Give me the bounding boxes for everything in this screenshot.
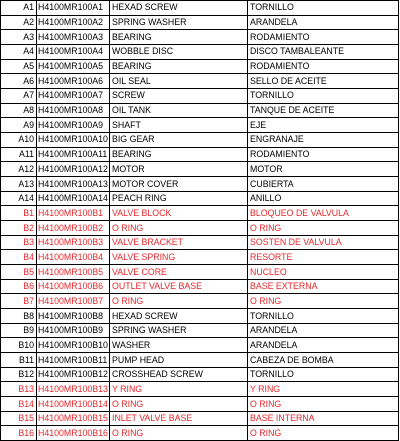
part-index-cell[interactable]: A1 [1,1,37,16]
table-row [1,103,399,118]
part-code-cell[interactable]: H4100MR100A9 [37,118,110,133]
table-row [1,118,399,133]
part-name-english-cell[interactable]: SPRING WASHER [110,15,248,30]
part-code-cell[interactable]: H4100MR100B6 [37,279,110,294]
part-name-english-cell[interactable]: WASHER [110,338,248,353]
parts-table-body [1,1,399,441]
part-index-cell[interactable]: A13 [1,177,37,192]
part-code-cell[interactable]: H4100MR100A8 [37,103,110,118]
table-row [1,397,399,412]
part-index-cell[interactable]: B12 [1,367,37,382]
part-name-spanish-cell[interactable]: EJE [248,118,399,133]
part-name-spanish-cell[interactable]: RODAMIENTO [248,59,399,74]
part-index-cell[interactable]: A11 [1,147,37,162]
part-index-cell[interactable]: B11 [1,353,37,368]
part-name-english-cell[interactable]: WOBBLE DISC [110,45,248,60]
table-row [1,162,399,177]
part-name-english-cell[interactable]: BEARING [110,59,248,74]
part-name-english-cell[interactable]: OUTLET VALVE BASE [110,279,248,294]
table-row [1,426,399,441]
part-name-spanish-cell[interactable]: CABEZA DE BOMBA [248,353,399,368]
part-name-english-cell[interactable]: O RING [110,221,248,236]
part-code-cell[interactable]: H4100MR100B8 [37,309,110,324]
part-name-spanish-cell[interactable]: ARANDELA [248,15,399,30]
part-index-cell[interactable]: A12 [1,162,37,177]
part-index-cell[interactable]: A8 [1,103,37,118]
part-code-cell[interactable]: H4100MR100B12 [37,367,110,382]
part-name-english-cell[interactable]: MOTOR [110,162,248,177]
part-code-cell[interactable]: H4100MR100B5 [37,265,110,280]
part-name-spanish-cell[interactable]: RESORTE [248,250,399,265]
table-row [1,411,399,426]
part-name-spanish-cell[interactable]: BASE EXTERNA [248,279,399,294]
part-code-cell[interactable]: H4100MR100A12 [37,162,110,177]
part-name-english-cell[interactable]: PUMP HEAD [110,353,248,368]
part-name-spanish-cell[interactable]: RODAMIENTO [248,30,399,45]
part-name-spanish-cell[interactable]: DISCO TAMBALEANTE [248,45,399,60]
part-index-cell[interactable]: B16 [1,426,37,441]
part-code-cell[interactable]: H4100MR100A3 [37,30,110,45]
part-name-spanish-cell[interactable]: RODAMIENTO [248,147,399,162]
part-name-english-cell[interactable]: O RING [110,294,248,309]
part-index-cell[interactable]: A3 [1,30,37,45]
part-index-cell[interactable]: A14 [1,191,37,206]
part-code-cell[interactable]: H4100MR100B14 [37,397,110,412]
part-name-spanish-cell[interactable]: BASE INTERNA [248,411,399,426]
table-row [1,89,399,104]
part-code-cell[interactable]: H4100MR100B4 [37,250,110,265]
part-name-english-cell[interactable]: VALVE SPRING [110,250,248,265]
part-name-spanish-cell[interactable]: TORNILLO [248,1,399,16]
part-name-spanish-cell[interactable]: ENGRANAJE [248,133,399,148]
part-name-english-cell[interactable]: O RING [110,426,248,441]
table-row [1,45,399,60]
part-index-cell[interactable]: B1 [1,206,37,221]
part-index-cell[interactable]: B9 [1,323,37,338]
part-name-english-cell[interactable]: VALVE BRACKET [110,235,248,250]
table-row [1,382,399,397]
part-name-english-cell[interactable]: VALVE BLOCK [110,206,248,221]
table-row [1,221,399,236]
part-code-cell[interactable]: H4100MR100A7 [37,89,110,104]
part-code-cell[interactable]: H4100MR100A2 [37,15,110,30]
table-row [1,235,399,250]
part-index-cell[interactable]: A6 [1,74,37,89]
table-row [1,294,399,309]
part-name-english-cell[interactable]: SCREW [110,89,248,104]
part-name-spanish-cell[interactable]: ANILLO [248,191,399,206]
part-index-cell[interactable]: B13 [1,382,37,397]
part-code-cell[interactable]: H4100MR100A13 [37,177,110,192]
part-code-cell[interactable]: H4100MR100B1 [37,206,110,221]
part-name-english-cell[interactable]: VALVE CORE [110,265,248,280]
table-row [1,353,399,368]
part-index-cell[interactable]: B3 [1,235,37,250]
part-code-cell[interactable]: H4100MR100A5 [37,59,110,74]
part-name-spanish-cell[interactable]: SELLO DE ACEITE [248,74,399,89]
part-code-cell[interactable]: H4100MR100A11 [37,147,110,162]
part-name-spanish-cell[interactable]: O RING [248,294,399,309]
part-name-spanish-cell[interactable]: TANQUE DE ACEITE [248,103,399,118]
part-code-cell[interactable]: H4100MR100B13 [37,382,110,397]
table-row [1,265,399,280]
part-name-english-cell[interactable]: SHAFT [110,118,248,133]
part-index-cell[interactable]: B8 [1,309,37,324]
part-name-spanish-cell[interactable]: O RING [248,221,399,236]
part-code-cell[interactable]: H4100MR100B3 [37,235,110,250]
part-code-cell[interactable]: H4100MR100B16 [37,426,110,441]
part-name-spanish-cell[interactable]: CUBIERTA [248,177,399,192]
part-index-cell[interactable]: B2 [1,221,37,236]
part-name-english-cell[interactable]: MOTOR COVER [110,177,248,192]
part-name-spanish-cell[interactable]: Y RING [248,382,399,397]
part-name-spanish-cell[interactable]: O RING [248,426,399,441]
part-name-spanish-cell[interactable]: TORNILLO [248,309,399,324]
table-row [1,74,399,89]
part-code-cell[interactable]: H4100MR100B2 [37,221,110,236]
table-row [1,206,399,221]
table-row [1,309,399,324]
part-name-english-cell[interactable]: OIL SEAL [110,74,248,89]
part-name-spanish-cell[interactable]: O RING [248,397,399,412]
part-code-cell[interactable]: H4100MR100A14 [37,191,110,206]
part-name-spanish-cell[interactable]: MOTOR [248,162,399,177]
part-index-cell[interactable]: B15 [1,411,37,426]
part-name-spanish-cell[interactable]: ARANDELA [248,338,399,353]
part-index-cell[interactable]: A5 [1,59,37,74]
part-name-english-cell[interactable]: BIG GEAR [110,133,248,148]
part-name-english-cell[interactable]: O RING [110,397,248,412]
part-index-cell[interactable]: B6 [1,279,37,294]
table-row [1,133,399,148]
part-index-cell[interactable]: A9 [1,118,37,133]
table-row [1,367,399,382]
part-index-cell[interactable]: A10 [1,133,37,148]
part-index-cell[interactable]: A7 [1,89,37,104]
part-code-cell[interactable]: H4100MR100B7 [37,294,110,309]
table-row [1,177,399,192]
part-index-cell[interactable]: A2 [1,15,37,30]
table-row [1,15,399,30]
table-row [1,30,399,45]
part-name-english-cell[interactable]: PEACH RING [110,191,248,206]
part-name-spanish-cell[interactable]: NUCLEO [248,265,399,280]
part-code-cell[interactable]: H4100MR100A1 [37,1,110,16]
part-name-english-cell[interactable]: BEARING [110,30,248,45]
part-index-cell[interactable]: B14 [1,397,37,412]
part-name-english-cell[interactable]: HEXAD SCREW [110,1,248,16]
part-name-spanish-cell[interactable]: ARANDELA [248,323,399,338]
part-code-cell[interactable]: H4100MR100A4 [37,45,110,60]
part-index-cell[interactable]: B4 [1,250,37,265]
part-index-cell[interactable]: B5 [1,265,37,280]
part-name-spanish-cell[interactable]: SOSTEN DE VALVULA [248,235,399,250]
part-code-cell[interactable]: H4100MR100A6 [37,74,110,89]
table-row [1,1,399,16]
table-row [1,191,399,206]
part-name-spanish-cell[interactable]: BLOQUEO DE VALVULA [248,206,399,221]
part-code-cell[interactable]: H4100MR100B15 [37,411,110,426]
table-row [1,59,399,74]
table-row [1,323,399,338]
part-name-english-cell[interactable]: OIL TANK [110,103,248,118]
part-index-cell[interactable]: B7 [1,294,37,309]
table-row [1,147,399,162]
part-name-english-cell[interactable]: CROSSHEAD SCREW [110,367,248,382]
part-name-english-cell[interactable]: BEARING [110,147,248,162]
part-name-spanish-cell[interactable]: TORNILLO [248,367,399,382]
table-row [1,279,399,294]
table-row [1,250,399,265]
part-code-cell[interactable]: H4100MR100B11 [37,353,110,368]
part-code-cell[interactable]: H4100MR100B10 [37,338,110,353]
part-index-cell[interactable]: B10 [1,338,37,353]
part-index-cell[interactable]: A4 [1,45,37,60]
part-code-cell[interactable]: H4100MR100B9 [37,323,110,338]
part-name-spanish-cell[interactable]: TORNILLO [248,89,399,104]
table-row [1,338,399,353]
part-name-english-cell[interactable]: HEXAD SCREW [110,309,248,324]
part-name-english-cell[interactable]: SPRING WASHER [110,323,248,338]
part-code-cell[interactable]: H4100MR100A10 [37,133,110,148]
part-name-english-cell[interactable]: INLET VALVE BASE [110,411,248,426]
part-name-english-cell[interactable]: Y RING [110,382,248,397]
